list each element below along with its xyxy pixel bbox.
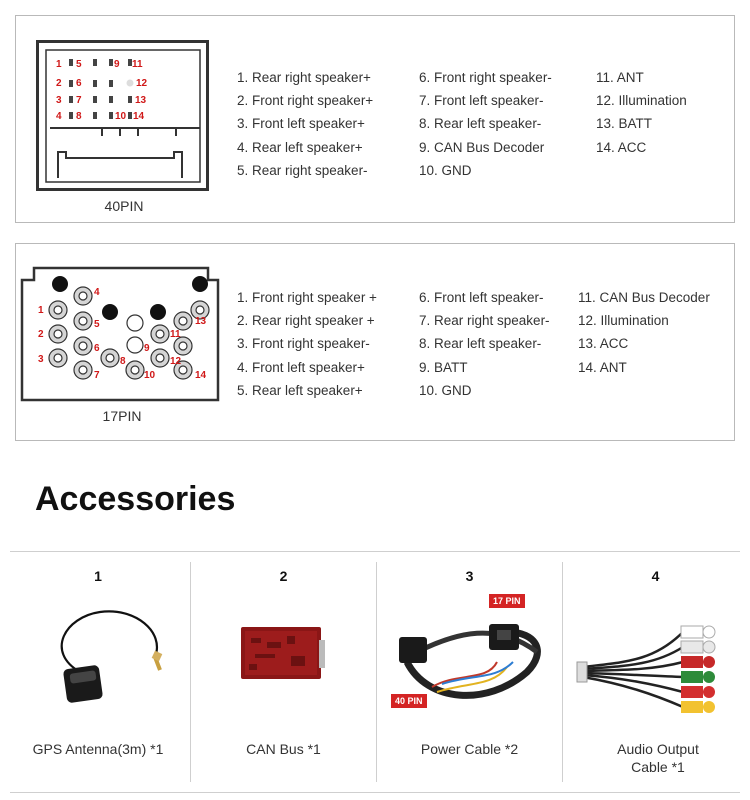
accessory-card-1: [5, 562, 191, 782]
accessory-number: 1: [94, 568, 102, 584]
accessories-heading: Accessories: [35, 480, 236, 518]
pin-marker: 11: [132, 59, 143, 70]
pin-marker: 1: [56, 59, 62, 70]
pin-item: 9. CAN Bus Decoder: [419, 139, 545, 155]
pin-item: 5. Rear left speaker+: [237, 382, 363, 398]
accessory-card-4: [562, 562, 748, 782]
pin-item: 9. BATT: [419, 359, 468, 375]
pin-marker: 13: [195, 316, 207, 327]
connector-housing: [50, 128, 200, 178]
pin-marker: 13: [135, 95, 147, 106]
pin-list-col-3: [596, 66, 687, 159]
pin-item: 11. ANT: [596, 70, 644, 85]
pin-item: 13. BATT: [596, 116, 653, 132]
gps-antenna-icon: [5, 592, 191, 722]
pin-item: 10. GND: [419, 162, 472, 178]
pin-marker: 4: [56, 111, 62, 122]
pin-item: 4. Front left speaker+: [237, 359, 365, 375]
pin-marker: 7: [76, 95, 82, 106]
pin-marker: 7: [94, 370, 100, 381]
pin-item: 4. Rear left speaker+: [237, 139, 363, 155]
pin-marker: 3: [56, 95, 62, 106]
connector-17pin-panel: [15, 243, 735, 441]
rca-plugs: [681, 626, 715, 713]
divider: [10, 551, 740, 552]
accessory-label: Power Cable *2: [420, 741, 519, 757]
pin-item: 7. Rear right speaker-: [419, 313, 550, 329]
pin-terminals: [49, 287, 209, 379]
pin-item: 2. Front right speaker+: [237, 93, 374, 109]
accessory-number: 3: [465, 568, 474, 584]
canbus-box-icon: [191, 592, 377, 722]
pin-marker: 5: [76, 59, 82, 70]
accessory-card-3: [376, 562, 562, 782]
tag-17pin: 17 PIN: [489, 594, 525, 608]
accessory-number: 2: [279, 568, 288, 584]
pin-item: 8. Rear left speaker-: [419, 336, 542, 352]
pin-item: 7. Front left speaker-: [419, 93, 544, 109]
connector-17pin-diagram: [20, 266, 220, 402]
divider: [10, 792, 740, 793]
pin-marker: 12: [136, 78, 148, 89]
pin-marker: 8: [76, 111, 82, 122]
connector-40pin-panel: [15, 15, 735, 223]
rca-cable-icon: [563, 592, 749, 722]
pin-marker: 6: [76, 78, 82, 89]
pin-item: 12. Illumination: [596, 93, 687, 109]
pin-item: 3. Front right speaker-: [237, 336, 370, 352]
pin-list-col-2: [419, 286, 550, 402]
pin-marker: 6: [94, 343, 100, 354]
accessory-label: GPS Antenna(3m) *1: [32, 741, 164, 757]
tag-40pin: 40 PIN: [391, 694, 427, 708]
pin-marker: 5: [94, 319, 100, 330]
accessory-card-2: [190, 562, 376, 782]
pin-marker: 10: [144, 370, 156, 381]
pin-marker: 8: [120, 356, 126, 367]
pin-list-col-1: [237, 66, 373, 182]
accessory-label: Audio Output Cable *1: [617, 741, 699, 775]
pin-list-col-2: [419, 66, 552, 182]
pin-item: 3. Front left speaker+: [237, 116, 365, 132]
accessory-label: CAN Bus *1: [246, 741, 321, 757]
pin-item: 13. ACC: [578, 336, 629, 352]
pin-marker: 4: [94, 287, 100, 298]
pin-marker: 9: [144, 343, 150, 354]
pin-item: 14. ACC: [596, 139, 647, 155]
pin-marker: 14: [133, 111, 145, 122]
pin-marker: 9: [114, 59, 120, 70]
connector-17pin-caption: 17PIN: [102, 408, 142, 424]
pin-marker: 12: [170, 356, 182, 367]
pin-marker: 14: [195, 370, 207, 381]
connector-40pin-caption: 40PIN: [104, 198, 144, 214]
accessory-number: 4: [651, 568, 660, 584]
pin-item: 1. Rear right speaker+: [237, 70, 371, 85]
pin-marker: 2: [56, 78, 62, 89]
pin-item: 6. Front right speaker-: [419, 70, 552, 85]
pin-item: 12. Illumination: [578, 313, 669, 329]
pin-item: 8. Rear left speaker-: [419, 116, 542, 132]
pin-list-col-3: [578, 286, 710, 379]
pin-marker: 3: [38, 354, 44, 365]
pin-marker: 10: [115, 111, 127, 122]
pin-item: 1. Front right speaker +: [237, 290, 377, 305]
pin-marker: 2: [38, 329, 44, 340]
connector-40pin-diagram: [36, 40, 210, 192]
pin-list-col-1: [237, 286, 377, 402]
pin-item: 11. CAN Bus Decoder: [578, 290, 710, 305]
pin-item: 5. Rear right speaker-: [237, 162, 368, 178]
pin-item: 6. Front left speaker-: [419, 290, 544, 305]
pin-item: 10. GND: [419, 382, 472, 398]
pin-marker: 1: [38, 305, 44, 316]
pin-item: 14. ANT: [578, 359, 627, 375]
pin-item: 2. Rear right speaker +: [237, 313, 375, 329]
pin-marker: 11: [170, 329, 181, 340]
